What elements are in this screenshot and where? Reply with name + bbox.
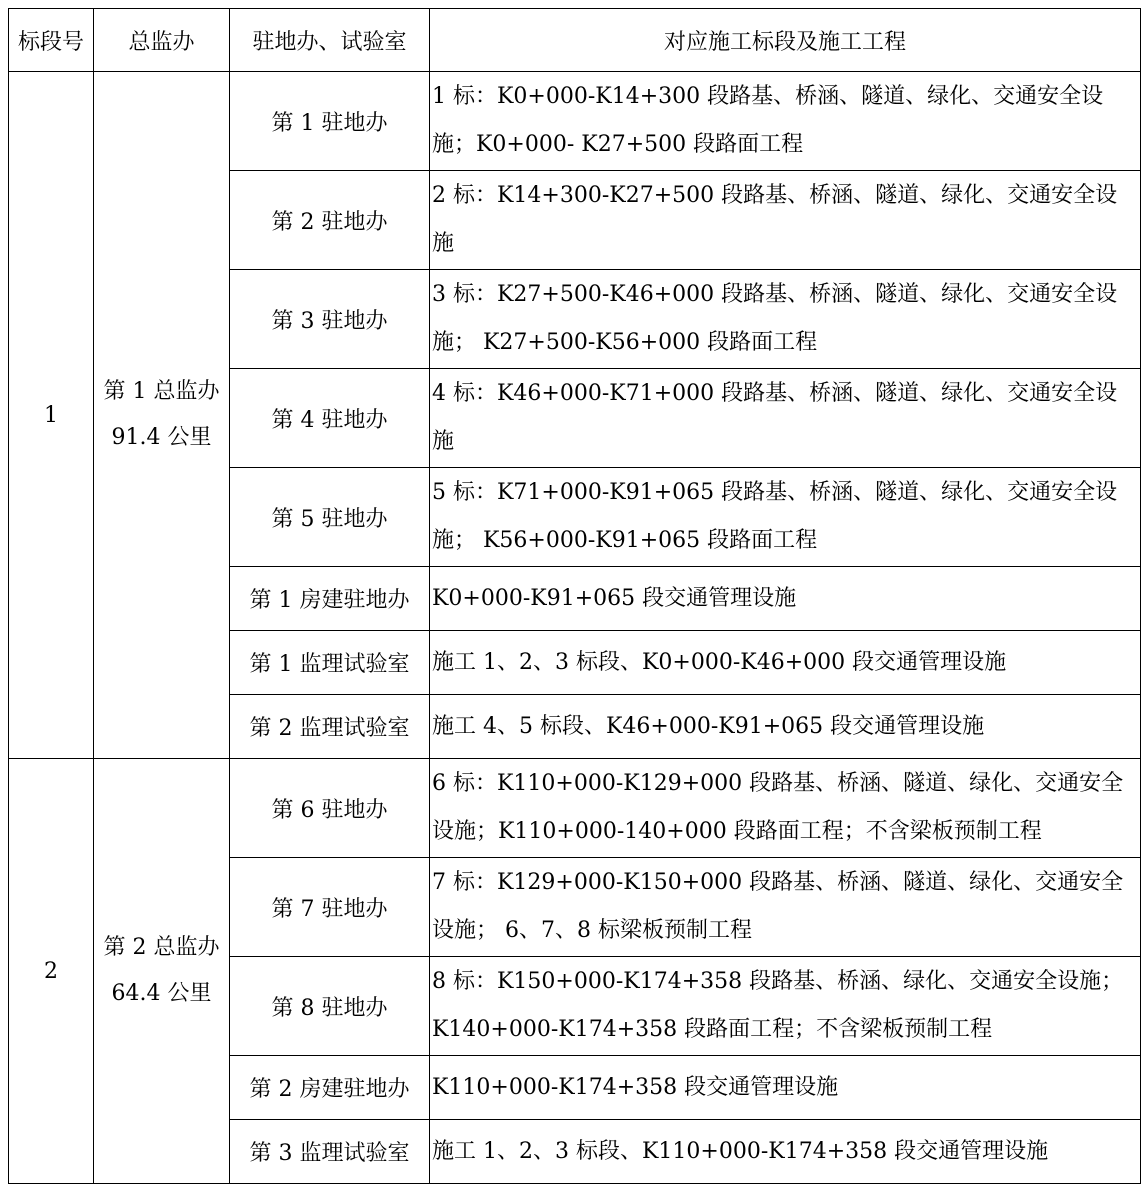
resident-office: 第 1 驻地办 xyxy=(230,72,430,171)
header-construction-scope: 对应施工标段及施工工程 xyxy=(430,9,1141,72)
section-number: 2 xyxy=(9,759,94,1184)
resident-office: 第 4 驻地办 xyxy=(230,369,430,468)
resident-office: 第 2 驻地办 xyxy=(230,171,430,270)
resident-office: 第 1 房建驻地办 xyxy=(230,567,430,631)
construction-scope: 1 标：K0+000-K14+300 段路基、桥涵、隧道、绿化、交通安全设施；K0+000- K27+500 段路面工程 xyxy=(430,72,1141,171)
header-row xyxy=(9,9,1141,72)
construction-scope: 8 标：K150+000-K174+358 段路基、桥涵、绿化、交通安全设施；K140+000-K174+358 段路面工程；不含梁板预制工程 xyxy=(430,957,1141,1056)
resident-office: 第 3 驻地办 xyxy=(230,270,430,369)
construction-scope: K110+000-K174+358 段交通管理设施 xyxy=(430,1056,1141,1120)
table-row xyxy=(9,72,1141,171)
construction-scope: 施工 1、2、3 标段、K0+000-K46+000 段交通管理设施 xyxy=(430,631,1141,695)
table-row xyxy=(9,759,1141,858)
resident-office: 第 6 驻地办 xyxy=(230,759,430,858)
resident-office: 第 1 监理试验室 xyxy=(230,631,430,695)
resident-office: 第 2 房建驻地办 xyxy=(230,1056,430,1120)
construction-scope: 施工 4、5 标段、K46+000-K91+065 段交通管理设施 xyxy=(430,695,1141,759)
construction-scope: 施工 1、2、3 标段、K110+000-K174+358 段交通管理设施 xyxy=(430,1120,1141,1184)
construction-scope: 3 标：K27+500-K46+000 段路基、桥涵、隧道、绿化、交通安全设施； K27+500-K56+000 段路面工程 xyxy=(430,270,1141,369)
section-number: 1 xyxy=(9,72,94,759)
construction-scope: K0+000-K91+065 段交通管理设施 xyxy=(430,567,1141,631)
resident-office: 第 8 驻地办 xyxy=(230,957,430,1056)
header-resident-office: 驻地办、试验室 xyxy=(230,9,430,72)
construction-scope: 2 标：K14+300-K27+500 段路基、桥涵、隧道、绿化、交通安全设施 xyxy=(430,171,1141,270)
resident-office: 第 7 驻地办 xyxy=(230,858,430,957)
header-section-number: 标段号 xyxy=(9,9,94,72)
supervision-table xyxy=(8,8,1141,1184)
construction-scope: 4 标：K46+000-K71+000 段路基、桥涵、隧道、绿化、交通安全设施 xyxy=(430,369,1141,468)
construction-scope: 7 标：K129+000-K150+000 段路基、桥涵、隧道、绿化、交通安全设施； 6、7、8 标梁板预制工程 xyxy=(430,858,1141,957)
resident-office: 第 3 监理试验室 xyxy=(230,1120,430,1184)
chief-office-length: 91.4 公里 xyxy=(111,425,212,450)
chief-office-name: 第 2 总监办 xyxy=(103,935,220,960)
header-chief-office: 总监办 xyxy=(94,9,230,72)
chief-office-name: 第 1 总监办 xyxy=(103,379,220,404)
resident-office: 第 2 监理试验室 xyxy=(230,695,430,759)
chief-office-cell xyxy=(94,72,230,759)
resident-office: 第 5 驻地办 xyxy=(230,468,430,567)
construction-scope: 5 标：K71+000-K91+065 段路基、桥涵、隧道、绿化、交通安全设施； K56+000-K91+065 段路面工程 xyxy=(430,468,1141,567)
chief-office-length: 64.4 公里 xyxy=(111,981,212,1006)
chief-office-cell xyxy=(94,759,230,1184)
construction-scope: 6 标：K110+000-K129+000 段路基、桥涵、隧道、绿化、交通安全设施；K110+000-140+000 段路面工程；不含梁板预制工程 xyxy=(430,759,1141,858)
